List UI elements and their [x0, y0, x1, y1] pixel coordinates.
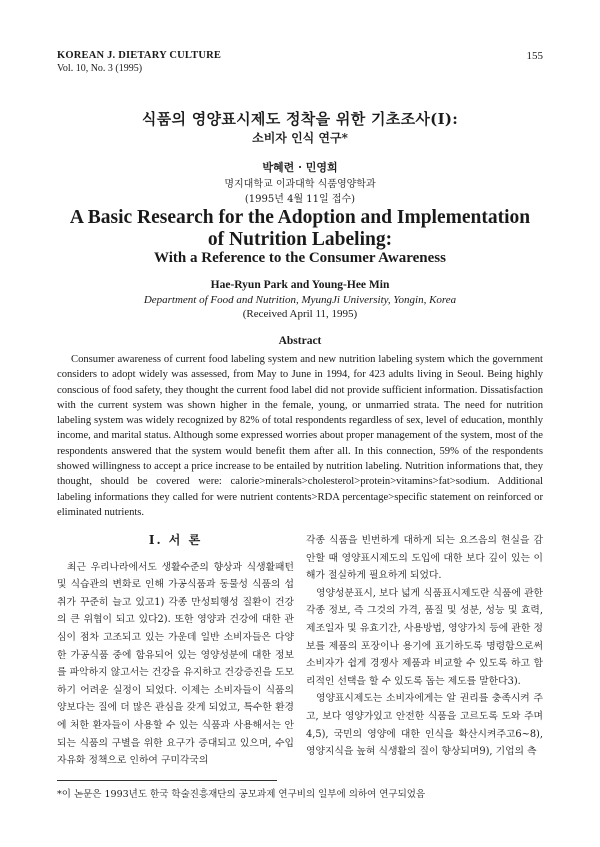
english-authors: Hae-Ryun Park and Young-Hee Min [210, 279, 390, 291]
body-paragraph: 영양표시제도는 소비자에게는 알 권리를 충족시켜 주고, 보다 영양가있고 안전한 식품을 고르도록 도와 주며4,5), 국민의 영양에 대한 인식을 확산시켜주고6~8), 영양지식을 높혀 식생활의 질이 향상되며9), 기업의 측 [306, 693, 543, 758]
footnote-divider [57, 780, 277, 781]
english-subtitle: With a Reference to the Consumer Awareness [154, 250, 446, 266]
abstract-heading: Abstract [278, 335, 322, 347]
korean-subtitle: 소비자 인식 연구* [252, 131, 348, 145]
abstract-text: Consumer awareness of current food labeling system and new nutrition labeling system which the government considers to adopt widely was assessed, from May to June in 1994, for 423 adults living in Seoul. Being highly conscious of food safety, they thought the current food label did not provide sufficient information. Dissatisfaction with the current system was shown higher in the female, young, or unmarried strata. The need for nutrition labeling system was widely recognized by 82% of total respondents regardless of sex, level of education, monthly income, and marital status. Although some expressed worries about proper management of the system, most of the respondents answered that the system would benefit them after all. In this connection, 59% of the respondents showed willingness to accept a price increase to be entailed by nutrition labeling. Nutrition informations that, they thought, should be covered were: calorie>minerals>cholesterol>protein>vitamins>fat>sodium. Additional labeling informations they called for were nutrient contents>RDA percentage>specific statement on reinforced or eliminated nutrients. [57, 354, 543, 518]
korean-title: 식품의 영양표시제도 정착을 위한 기초조사(I): [141, 110, 459, 128]
footnote: *이 논문은 1993년도 한국 학술진흥재단의 공모과제 연구비의 일부에 의하여 연구되었음 [57, 789, 426, 800]
korean-affiliation: 명지대학교 이과대학 식품영양학과 [224, 179, 376, 190]
body-paragraph: 영양성분표시, 보다 넓게 식품표시제도란 식품에 관한 각종 정보, 즉 그것의 가격, 품질 및 성분, 성능 및 효력, 제조일자 및 유효기간, 사용방법, 영양가치 등에 관한 정보를 제품의 포장이나 용기에 표기하도록 명령함으로써 소비자가 쉽게 경쟁사 제품과 비교할 수 있도록 하고 합리적인 선택을 할 수 있도록 돕는 제도를 말한다3). [306, 587, 543, 687]
english-received-date: (Received April 11, 1995) [242, 308, 358, 320]
body-right-column [306, 532, 543, 761]
korean-received-date: (1995년 4월 11일 접수) [244, 194, 356, 205]
english-title-line2: of Nutrition Labeling: [207, 229, 393, 250]
body-paragraph: 최근 우리나라에서도 생활수준의 향상과 식생활패턴 및 식습관의 변화로 인해 가공식품과 동물성 식품의 섭취가 꾸준히 늘고 있고1) 각종 만성퇴행성 질환이 건강의 큰 위협이 되고 있다2). 또한 영양과 건강에 대한 관심이 점차 고조되고 있는 가운데 일반 소비자들은 다양한 가공식품 중에 함유되어 있는 영양성분에 대한 정보를 파악하지 않고서는 건강을 유지하고 건강증진을 도모하기 어려운 실정이 되었다. 이제는 소비자들이 식품의 양보다는 질에 더 많은 관심을 갖게 되었고, 특수한 환경에 처한 환자들이 사용할 수 있는 식품과 사용해서는 안되는 식품의 구별을 위한 요구가 증대되고 있으며, 수입자유화 정책으로 인하여 구미각국의 [57, 561, 294, 767]
english-title-line1: A Basic Research for the Adoption and Implementation [69, 207, 531, 228]
section-heading: I. 서 론 [148, 533, 203, 547]
journal-name: KOREAN J. DIETARY CULTURE [57, 50, 222, 61]
page-number: 155 [526, 50, 543, 62]
english-title [0, 207, 600, 251]
body-left-column [57, 532, 294, 770]
body-paragraph: 각종 식품을 빈번하게 대하게 되는 요즈음의 현실을 감안할 때 영양표시제도의 도입에 대한 보다 깊이 있는 이해가 절실하게 필요하게 되었다. [306, 535, 543, 582]
korean-authors: 박혜련 · 민영희 [262, 161, 338, 174]
journal-volume: Vol. 10, No. 3 (1995) [57, 63, 143, 74]
english-affiliation: Department of Food and Nutrition, MyungJi University, Yongin, Korea [143, 294, 457, 306]
